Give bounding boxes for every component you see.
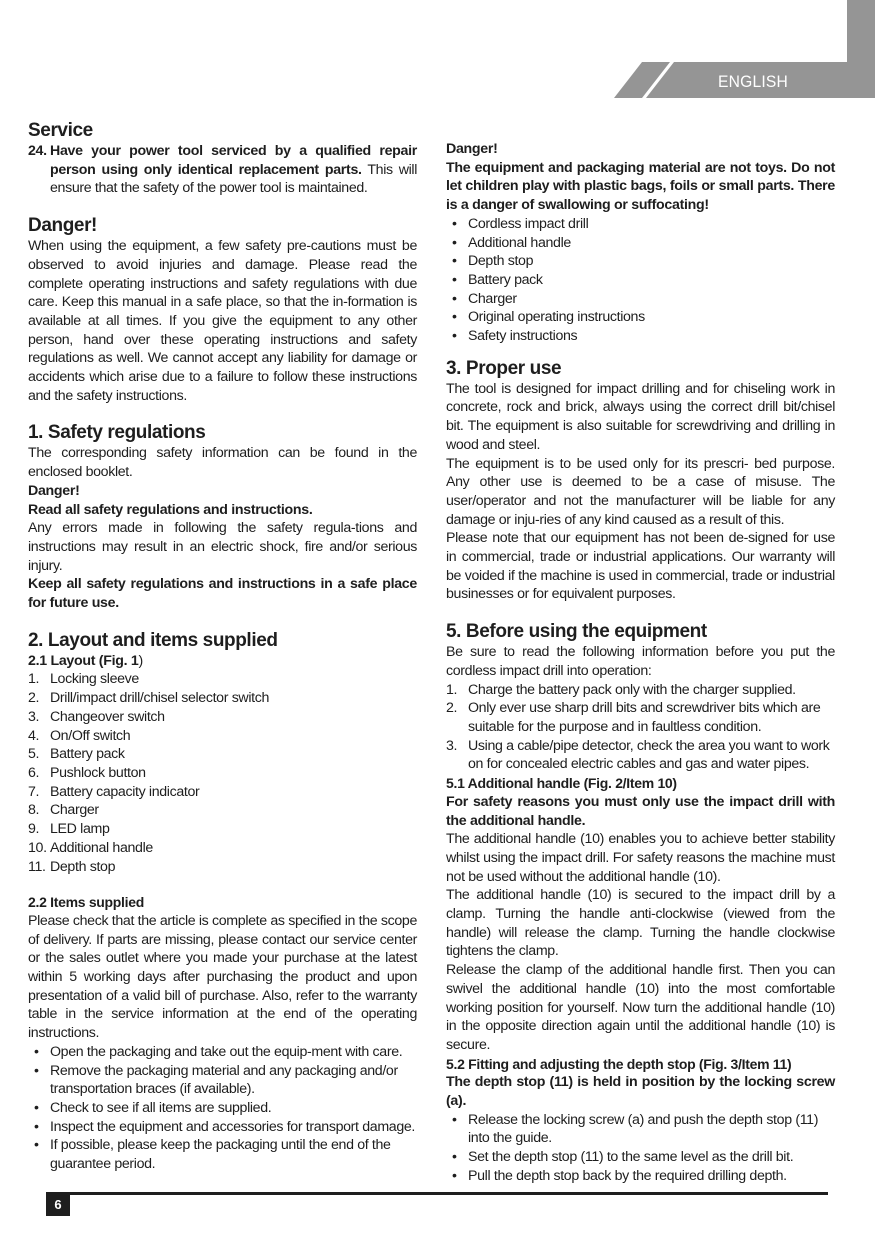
danger-heading: Danger! [28, 215, 97, 237]
list-item: 3. Using a cable/pipe detector, check the area you want to work on for concealed electric cables and gas and water pipes. [446, 737, 830, 773]
proper-use-p1: The tool is designed for impact drilling and for chiseling work in concrete, rock and brick, always using the correct drill bit/chisel bit. The equipment is also suitable for screwdriving and drilling in wood and steel. [446, 380, 835, 453]
safety-bold-1: Read all safety regulations and instructions. [28, 501, 313, 518]
list-item: • Depth stop [452, 253, 534, 270]
list-item: • Set the depth stop (11) to the same level as the drill bit. [452, 1149, 794, 1166]
list-item: 10. Additional handle [28, 839, 153, 856]
language-label: ENGLISH [718, 72, 788, 91]
items-supplied-bullets [28, 1043, 417, 1174]
safety-bold-2: Keep all safety regulations and instructions in a safe place for future use. [28, 576, 417, 612]
additional-handle-warning: For safety reasons you must only use the impact drill with the additional handle. [446, 793, 835, 829]
right-column [446, 140, 835, 1186]
bullet-icon: • [452, 1167, 457, 1184]
bullet-icon: • [34, 1099, 39, 1116]
bullet-icon: • [34, 1043, 39, 1060]
service-item-number: 24. [28, 143, 47, 159]
footer-rule [46, 1192, 828, 1195]
list-item: 3. Changeover switch [28, 708, 165, 725]
before-use-intro: Be sure to read the following information before you put the cordless impact drill into operation: [446, 644, 835, 679]
layout-heading: 2. Layout and items supplied [28, 629, 278, 651]
before-use-steps [446, 681, 835, 775]
list-item: • Battery pack [452, 271, 543, 288]
service-item-bold: Have your power tool serviced by a qualified repair person using only identical replacement parts. [50, 143, 417, 178]
proper-use-p2: The equipment is to be used only for its prescri- bed purpose. Any other use is deemed to be a case of misuse. The user/operator and not the manufacturer will be liable for any damage or inju-ries of any kind caused as a result of this. [446, 455, 835, 528]
bullet-icon: • [34, 1137, 39, 1154]
list-item: 6. Pushlock button [28, 764, 146, 781]
list-item: 1. Locking sleeve [28, 671, 139, 688]
proper-use-p3: Please note that our equipment has not been de-signed for use in commercial, trade or industrial applications. Our warranty will be voided if the machine is used in commercial, trade or industrial businesses or for equivalent purposes. [446, 530, 835, 603]
list-item: • If possible, please keep the packaging until the end of the guarantee period. [34, 1137, 391, 1173]
danger-toys-text: The equipment and packaging material are not toys. Do not let children play with plastic bags, foils or small parts. There is a danger of swallowing or suffocating! [446, 159, 835, 214]
safety-text-1: The corresponding safety information can be found in the enclosed booklet. [28, 445, 417, 481]
bullet-icon: • [452, 290, 457, 307]
bullet-icon: • [452, 215, 457, 232]
layout-parts-list [28, 670, 417, 876]
list-item: • Check to see if all items are supplied. [34, 1099, 272, 1116]
list-item: 8. Charger [28, 802, 99, 819]
proper-use-heading: 3. Proper use [446, 357, 562, 379]
list-item: 4. On/Off switch [28, 727, 131, 744]
service-item-text: This will ensure that the safety of the power tool is maintained. [50, 161, 417, 197]
list-item: • Release the locking screw (a) and push the depth stop (11) into the guide. [452, 1111, 819, 1147]
bullet-icon: • [452, 1149, 457, 1166]
additional-handle-p1: The additional handle (10) enables you to achieve better stability whilst using the impact drill. For safety reasons the machine must not be used without the additional handle (10). [446, 831, 835, 885]
delivery-contents-list [446, 215, 835, 346]
safety-text-2: Any errors made in following the safety regula-tions and instructions may result in an electric shock, fire and/or serious injury. [28, 520, 417, 574]
list-item: • Inspect the equipment and accessories for transport damage. [34, 1118, 415, 1135]
list-item: 5. Battery pack [28, 746, 125, 763]
danger-toys-label: Danger! [446, 141, 498, 157]
page-number: 6 [46, 1192, 70, 1216]
list-item: • Remove the packaging material and any packaging and/or transportation braces (if available). [34, 1062, 398, 1098]
list-item: • Charger [452, 290, 517, 307]
before-use-heading: 5. Before using the equipment [446, 621, 707, 643]
left-column [28, 120, 417, 1174]
list-item: • Safety instructions [452, 328, 578, 345]
items-supplied-text: Please check that the article is complete as specified in the scope of delivery. If parts are missing, please contact our service center or the sales outlet where you made your purchase at the latest within 5 working days after purchasing the product and upon presentation of a valid bill of purchase. Also, refer to the warranty table in the service information at the end of the operating instructions. [28, 912, 417, 1042]
additional-handle-heading: 5.1 Additional handle (Fig. 2/Item 10) [446, 775, 677, 792]
bullet-icon: • [452, 328, 457, 345]
bullet-icon: • [452, 271, 457, 288]
bullet-icon: • [452, 234, 457, 251]
list-item: 9. LED lamp [28, 821, 110, 838]
safety-danger-label: Danger! [28, 482, 80, 499]
depth-stop-heading: 5.2 Fitting and adjusting the depth stop (Fig. 3/Item 11) [446, 1055, 792, 1072]
list-item: 7. Battery capacity indicator [28, 783, 200, 800]
list-item: • Pull the depth stop back by the required drilling depth. [452, 1167, 787, 1184]
additional-handle-p3: Release the clamp of the additional handle first. Then you can swivel the additional handle (10) into the most comfortable working position for yourself. Now turn the additional handle (10) in the opposite direction again until the additional handle (10) is secure. [446, 962, 835, 1053]
list-item: • Open the packaging and take out the equip-ment with care. [34, 1043, 403, 1060]
bullet-icon: • [34, 1118, 39, 1135]
list-item: • Additional handle [452, 234, 571, 251]
danger-intro-text: When using the equipment, a few safety pre-cautions must be observed to avoid injuries and damage. Please read the complete operating instructions and safety regulations with due care. Keep this manual in a safe place, so that the in-formation is available at all times. If you give the equipment to any other person, hand over these operating instructions and safety regulations as well. We cannot accept any liability for damage or accidents which arise due to a failure to follow these instructions and the safety instructions. [28, 238, 417, 404]
list-item: • Cordless impact drill [452, 215, 589, 232]
list-item: • Original operating instructions [452, 309, 645, 326]
list-item: 2. Only ever use sharp drill bits and screwdriver bits which are suitable for the purpose and in faultless condition. [446, 700, 821, 735]
items-supplied-heading: 2.2 Items supplied [28, 894, 144, 911]
service-item [28, 142, 417, 198]
additional-handle-p2: The additional handle (10) is secured to the impact drill by a clamp. Turning the handle anti-clockwise (viewed from the handle) will release the clamp. Turning the handle clockwise tightens the clamp. [446, 887, 835, 960]
safety-regulations-heading: 1. Safety regulations [28, 422, 206, 444]
service-heading: Service [28, 120, 93, 141]
depth-stop-bullets [446, 1111, 835, 1186]
layout-subheading: 2.1 Layout (Fig. 1) [28, 652, 144, 669]
depth-stop-bold: The depth stop (11) is held in position by the locking screw (a). [446, 1074, 835, 1110]
bullet-icon: • [34, 1062, 39, 1079]
bullet-icon: • [452, 309, 457, 326]
list-item: 2. Drill/impact drill/chisel selector switch [28, 690, 270, 707]
bullet-icon: • [452, 253, 457, 270]
bullet-icon: • [452, 1111, 457, 1128]
list-item: 1. Charge the battery pack only with the charger supplied. [446, 681, 796, 698]
list-item: 11. Depth stop [28, 858, 116, 875]
